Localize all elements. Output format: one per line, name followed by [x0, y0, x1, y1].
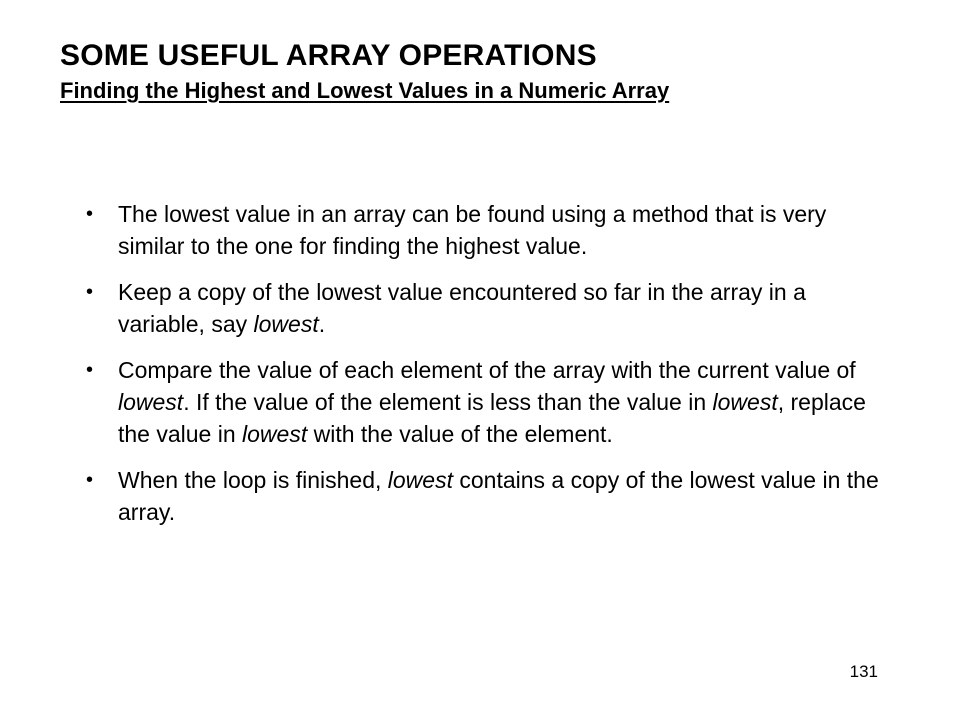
bullet-text: When the loop is finished,: [118, 467, 388, 493]
bullet-text: .: [318, 311, 326, 337]
bullet-text: contains a copy of the lowest value in the array.: [118, 467, 879, 525]
bullet-text: with the value of the element.: [307, 421, 613, 447]
page-number: 131: [849, 662, 878, 681]
bullet-item: [80, 198, 880, 262]
bullet-text: Keep a copy of the lowest value encountered so far in the array in a variable, say: [118, 279, 806, 337]
bullet-text-italic: lowest: [253, 311, 319, 337]
bullet-item: [80, 276, 880, 340]
title-block: [60, 38, 920, 106]
bullet-item: [80, 464, 880, 528]
bullet-text: , replace the value in: [118, 389, 866, 447]
slide-title: SOME USEFUL ARRAY OPERATIONS: [60, 39, 597, 72]
bullet-item: [80, 354, 880, 450]
bullet-text-italic: lowest: [387, 467, 453, 493]
bullet-list: [80, 198, 880, 542]
bullet-text: . If the value of the element is less than the value in: [183, 389, 713, 415]
bullet-text-italic: lowest: [118, 389, 184, 415]
bullet-text-italic: lowest: [242, 421, 308, 447]
slide-subtitle: Finding the Highest and Lowest Values in a Numeric Array: [60, 78, 670, 103]
bullet-text: The lowest value in an array can be found using a method that is very similar to the one for finding the highest value.: [118, 201, 827, 259]
bullet-text: Compare the value of each element of the array with the current value of: [118, 357, 856, 383]
bullet-text-italic: lowest: [712, 389, 778, 415]
